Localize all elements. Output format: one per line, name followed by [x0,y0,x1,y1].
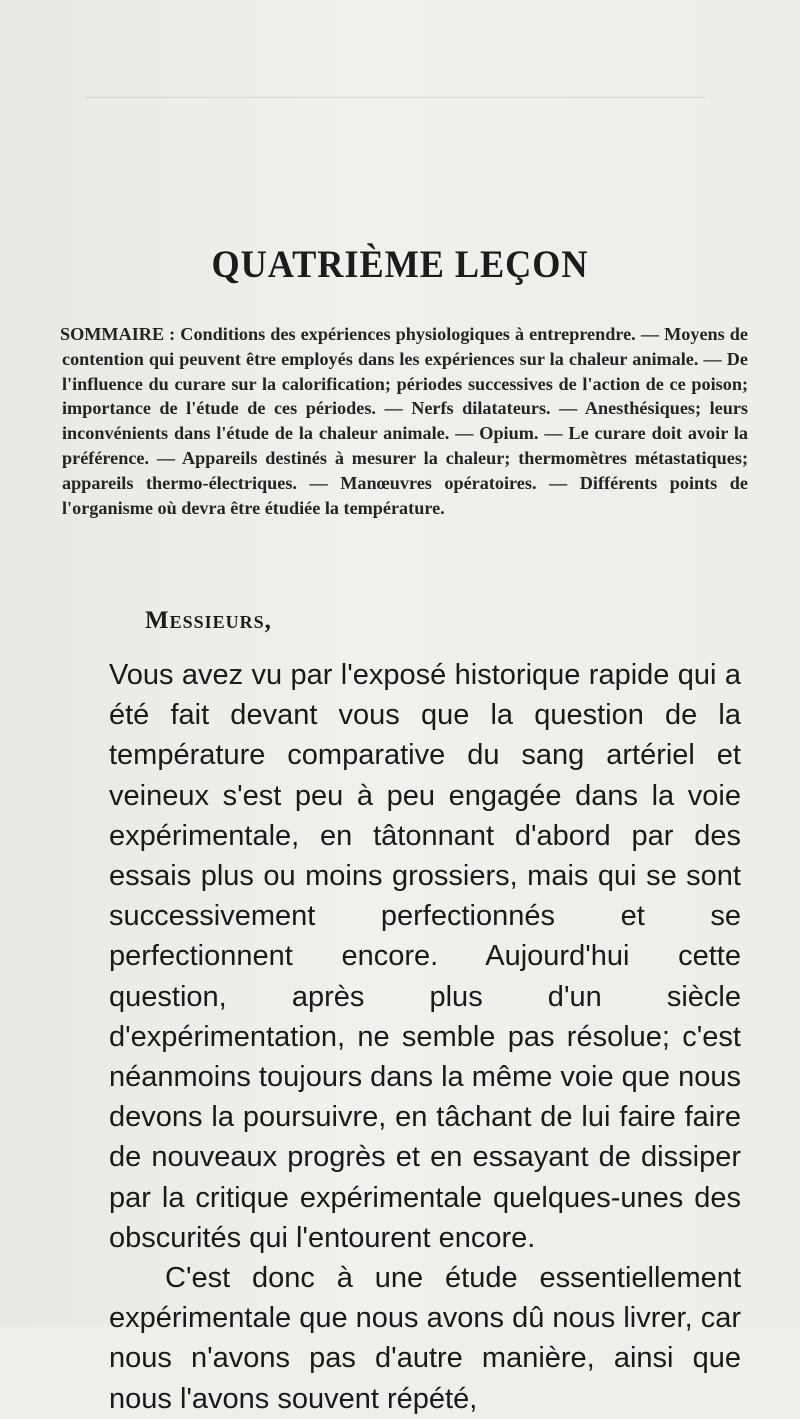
salutation: Messieurs, [145,607,272,634]
body-paragraph-2: C'est donc à une étude essentiellement expérimentale que nous avons dû nous livrer, car nous n'avons pas d'autre manière, ainsi que nous l'avons souvent répété, [109,1262,741,1415]
faint-page-mark [85,97,705,98]
chapter-summary: SOMMAIRE : Conditions des expériences physiologiques à entreprendre. — Moyens de contention qui peuvent être employés dans les expériences sur la chaleur animale. — De l'influence du curare sur la calorification; périodes successives de l'action de ce poison; importance de l'étude de ces périodes. — Nerfs dilatateurs. — Anesthésiques; leurs inconvénients dans l'étude de la chaleur animale. — Opium. — Le curare doit avoir la préférence. — Appareils destinés à mesurer la chaleur; thermomètres métastatiques; appareils thermo-électriques. — Manœuvres opératoires. — Différents points de l'organisme où devra être étudiée la température. [60,324,748,518]
body-paragraph-1: Vous avez vu par l'exposé historique rapide qui a été fait devant vous que la question de la température comparative du sang artériel et veineux s'est peu à peu engagée dans la voie expérimentale, en tâtonnant d'abord par des essais plus ou moins grossiers, mais qui se sont successivement perfectionnés et se perfectionnent encore. Aujourd'hui cette question, après plus d'un siècle d'expérimentation, ne semble pas résolue; c'est néanmoins toujours dans la même voie que nous devons la poursuivre, en tâchant de lui faire faire de nouveaux progrès et en essayant de dissiper par la critique expérimentale quelques-unes des obscurités qui l'entourent encore. [109,659,741,1254]
chapter-title: QUATRIÈME LEÇON [211,243,589,286]
body-text [109,655,741,1419]
